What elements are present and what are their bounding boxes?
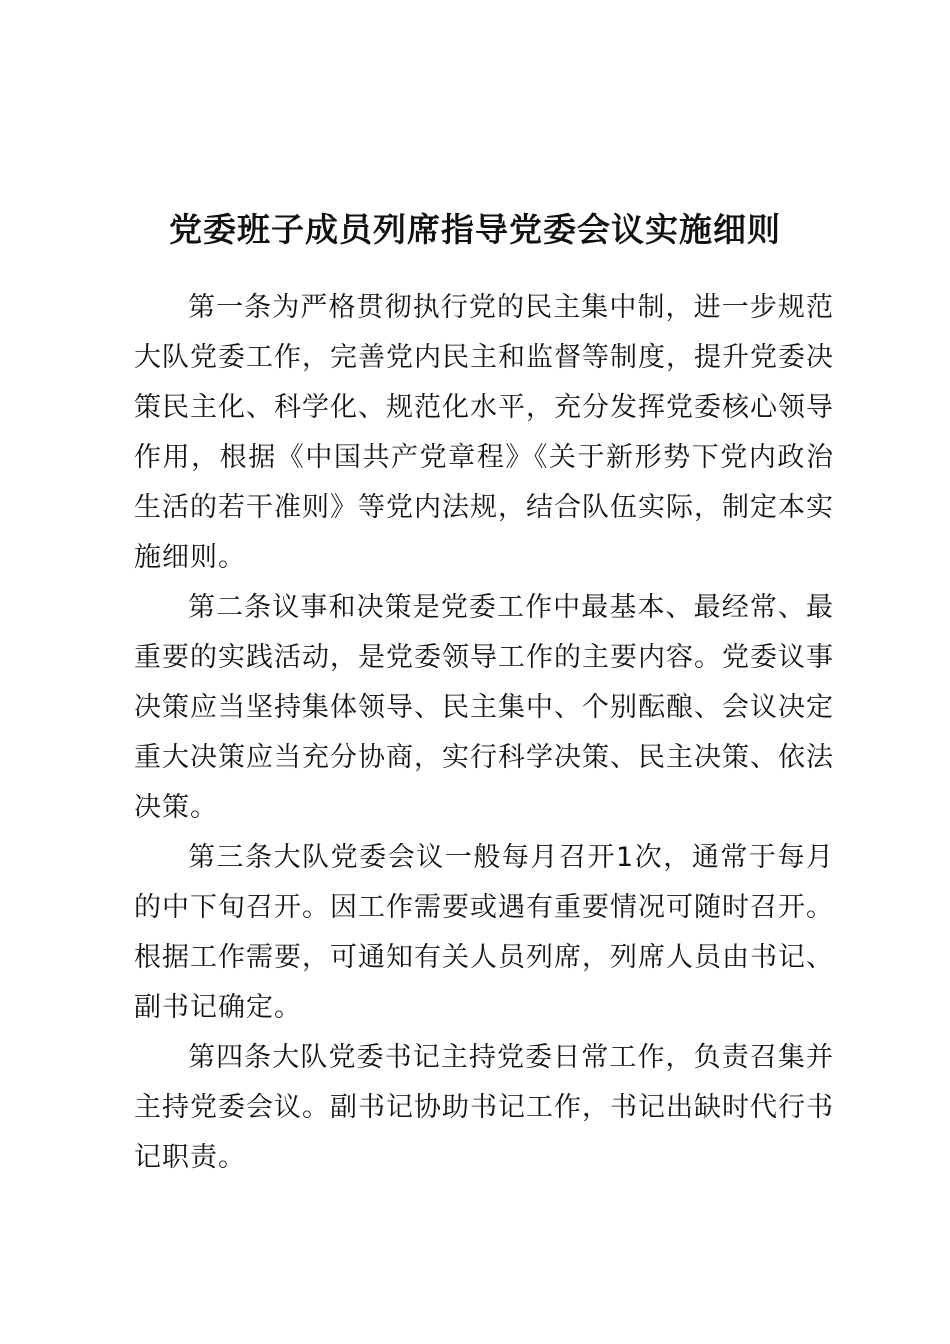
article-4-paragraph: 第四条大队党委书记主持党委日常工作，负责召集并主持党委会议。副书记协助书记工作，书记出缺时代行书记职责。 — [134, 1042, 834, 1173]
article-2-paragraph: 第二条议事和决策是党委工作中最基本、最经常、最重要的实践活动，是党委领导工作的主要内容。党委议事决策应当坚持集体领导、民主集中、个别酝酿、会议决定重大决策应当充分协商，实行科学决策、民主决策、依法决策。 — [134, 592, 834, 823]
article-1-paragraph: 第一条为严格贯彻执行党的民主集中制，进一步规范大队党委工作，完善党内民主和监督等制度，提升党委决策民主化、科学化、规范化水平，充分发挥党委核心领导作用，根据《中国共产党章程》《关于新形势下党内政治生活的若干准则》等党内法规，结合队伍实际，制定本实施细则。 — [134, 292, 834, 573]
document-body — [134, 283, 834, 1183]
document-title: 党委班子成员列席指导党委会议实施细则 — [169, 210, 781, 249]
article-3-paragraph: 第三条大队党委会议一般每月召开1次，通常于每月的中下旬召开。因工作需要或遇有重要情况可随时召开。根据工作需要，可通知有关人员列席，列席人员由书记、副书记确定。 — [134, 842, 834, 1023]
